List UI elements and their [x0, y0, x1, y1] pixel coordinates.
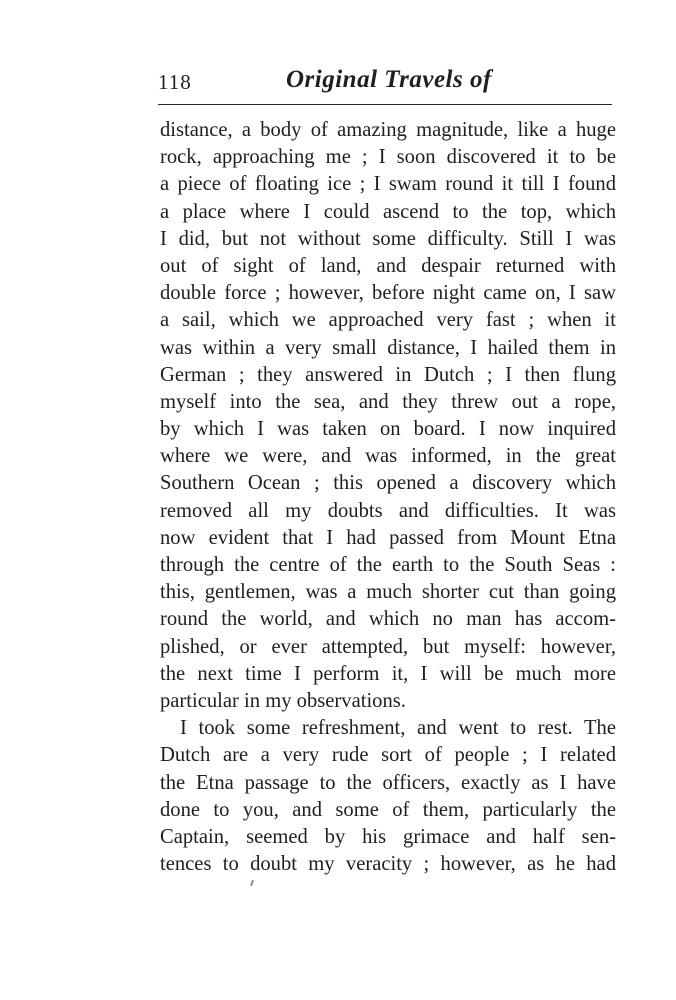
text-line: removed all my doubts and difficulties. It was — [160, 499, 616, 522]
text-line: was within a very small distance, I hailed them in — [160, 336, 616, 359]
page-header — [158, 66, 612, 100]
text-line: a place where I could ascend to the top, which — [160, 200, 616, 223]
page-number: 118 — [158, 70, 192, 94]
text-line: tences to doubt my veracity ; however, as he had — [160, 853, 616, 876]
text-line: rock, approaching me ; I soon discovered it to be — [160, 146, 616, 169]
text-line: Dutch are a very rude sort of people ; I related — [160, 744, 616, 767]
text-line: round the world, and which no man has accom- — [160, 608, 616, 631]
paragraph — [160, 117, 616, 715]
text-line: particular in my observations. — [160, 689, 406, 712]
text-line: the next time I perform it, I will be much more — [160, 662, 616, 685]
text-line: through the centre of the earth to the South Seas : — [160, 554, 616, 576]
ink-mark — [250, 880, 254, 886]
text-line: Southern Ocean ; this opened a discovery which — [160, 472, 616, 495]
text-line: out of sight of land, and despair returned with — [160, 254, 616, 277]
text-line: the Etna passage to the officers, exactly as I have — [160, 771, 616, 794]
paragraph — [160, 715, 616, 878]
text-line: double force ; however, before night came on, I saw — [160, 282, 616, 305]
text-line: a sail, which we approached very fast ; when it — [160, 309, 616, 332]
text-line: distance, a body of amazing magnitude, like a huge — [160, 119, 616, 141]
text-line: by which I was taken on board. I now inquired — [160, 418, 616, 441]
text-line: I did, but not without some difficulty. Still I was — [160, 227, 616, 250]
text-line: myself into the sea, and they threw out a rope, — [160, 390, 616, 413]
header-rule — [158, 104, 612, 105]
text-line: I took some refreshment, and went to rest. The — [180, 717, 616, 740]
text-line: this, gentlemen, was a much shorter cut than going — [160, 581, 616, 604]
running-head: Original Travels of — [286, 66, 492, 93]
text-line: German ; they answered in Dutch ; I then flung — [160, 363, 616, 386]
text-line: a piece of floating ice ; I swam round it till I found — [160, 173, 616, 196]
text-line: now evident that I had passed from Mount Etna — [160, 526, 616, 549]
text-line: done to you, and some of them, particularly the — [160, 798, 616, 821]
text-line: plished, or ever attempted, but myself: however, — [160, 635, 616, 658]
text-line: where we were, and was informed, in the great — [160, 445, 616, 468]
body-text — [160, 117, 616, 878]
text-line: Captain, seemed by his grimace and half sen- — [160, 825, 616, 848]
